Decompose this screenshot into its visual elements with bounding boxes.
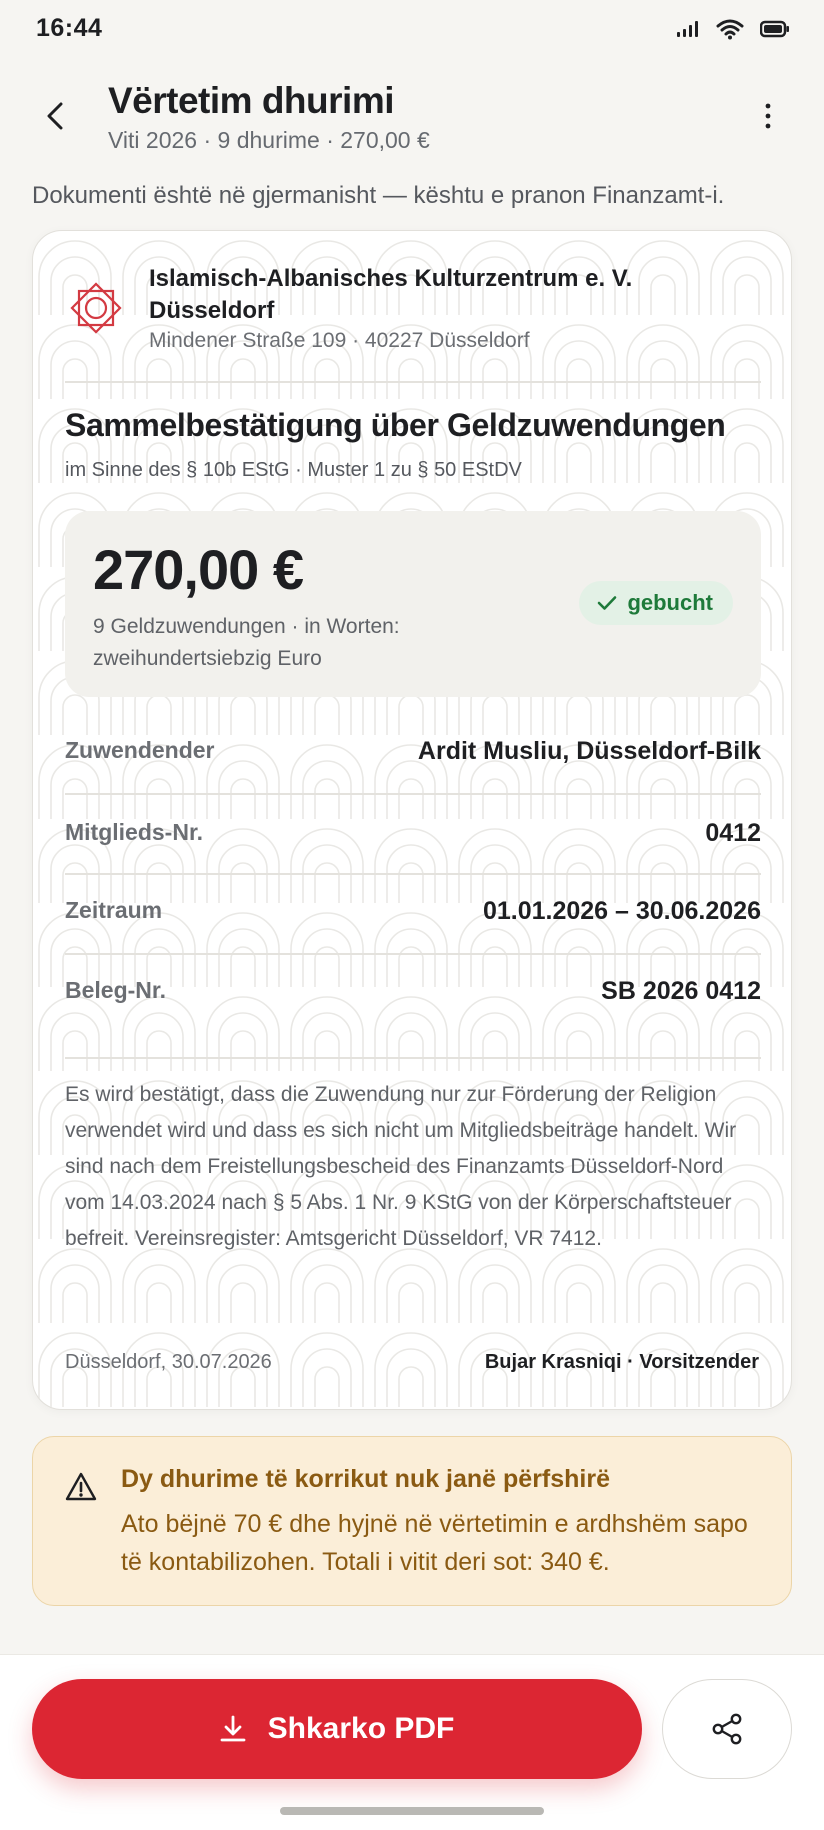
field-row-period (65, 897, 761, 957)
page-subtitle: Viti 2026 · 9 dhurime · 270,00 € (108, 127, 430, 153)
home-indicator[interactable] (280, 1807, 544, 1815)
bottom-action-bar (0, 1654, 824, 1830)
field-value: 0412 (705, 819, 761, 847)
warning-body: Ato bëjnë 70 € dhe hyjnë në vërtetimin e ardhshëm sapo të kontabilizohen. Totali i vitit deri sot: 340 €. (121, 1510, 748, 1576)
back-arrow-icon (44, 101, 68, 131)
status-badge (579, 581, 733, 625)
warning-icon (65, 1471, 97, 1503)
field-label: Zeitraum (65, 897, 163, 923)
status-bar (0, 0, 824, 60)
field-row-member-number (65, 819, 761, 879)
share-icon (710, 1712, 744, 1746)
total-amount: 270,00 € (93, 538, 303, 601)
field-value: 01.01.2026 – 30.06.2026 (482, 897, 761, 925)
app-header (0, 70, 824, 170)
check-icon (597, 595, 617, 611)
legal-confirmation-text: Es wird bestätigt, dass die Zuwendung nur zur Förderung der Religion verwendet wird und dass es sich nicht um Mitgliedsbeiträge handelt. Wir sind nach dem Freistellungsbescheid des Finanzamts Düsseldorf-Nord vom 14.03.2024 nach § 5 Abs. 1 Nr. 9 KStG von der Körperschaftsteuer befreit. Vereinsregister: Amtsgericht Düsseldorf, VR 7412. (65, 1083, 737, 1250)
organization-address: Mindener Straße 109 · 40227 Düsseldorf (149, 329, 530, 352)
field-row-receipt-number (65, 977, 761, 1037)
receipt-title: Sammelbestätigung über Geldzuwendungen (65, 407, 726, 443)
field-value: Ardit Musliu, Düsseldorf-Bilk (417, 737, 761, 765)
warning-title: Dy dhurime të korrikut nuk janë përfshirë (121, 1465, 611, 1493)
download-pdf-button[interactable] (32, 1679, 642, 1779)
more-vert-icon (764, 102, 772, 130)
receipt-card (32, 230, 792, 1410)
divider (65, 873, 761, 875)
wifi-icon (716, 18, 744, 40)
place-and-date: Düsseldorf, 30.07.2026 (65, 1351, 272, 1373)
signatory: Bujar Krasniqi · Vorsitzender (484, 1351, 759, 1373)
more-options-button[interactable] (748, 96, 788, 136)
divider (65, 381, 761, 383)
divider (65, 793, 761, 795)
field-label: Beleg-Nr. (65, 977, 166, 1003)
receipt-subtitle: im Sinne des § 10b EStG · Muster 1 zu § 50 EStDV (65, 459, 522, 481)
download-pdf-label: Shkarko PDF (267, 1712, 455, 1745)
star-logo-icon (67, 279, 125, 337)
status-time: 16:44 (36, 14, 103, 42)
download-icon (220, 1715, 246, 1743)
document-language-note: Dokumenti është në gjermanisht — kështu e pranon Finanzamt-i. (32, 182, 725, 209)
amount-in-words: 9 Geldzuwendungen · in Worten: zweihundertsiebzig Euro (93, 615, 400, 670)
field-row-donor (65, 737, 761, 797)
status-badge-label: gebucht (627, 590, 713, 615)
divider (65, 1057, 761, 1059)
warning-banner (32, 1436, 792, 1606)
amount-box (65, 511, 761, 697)
back-button[interactable] (36, 96, 76, 136)
field-label: Zuwendender (65, 737, 215, 763)
page-title: Vërtetim dhurimi (108, 80, 394, 121)
status-icons (676, 18, 790, 40)
field-value: SB 2026 0412 (601, 977, 761, 1005)
divider (65, 953, 761, 955)
share-button[interactable] (662, 1679, 792, 1779)
signal-icon (676, 20, 700, 38)
battery-icon (760, 20, 790, 38)
organization-name: Islamisch-Albanisches Kulturzentrum e. V. Düsseldorf (149, 265, 633, 324)
field-label: Mitglieds-Nr. (65, 819, 204, 845)
